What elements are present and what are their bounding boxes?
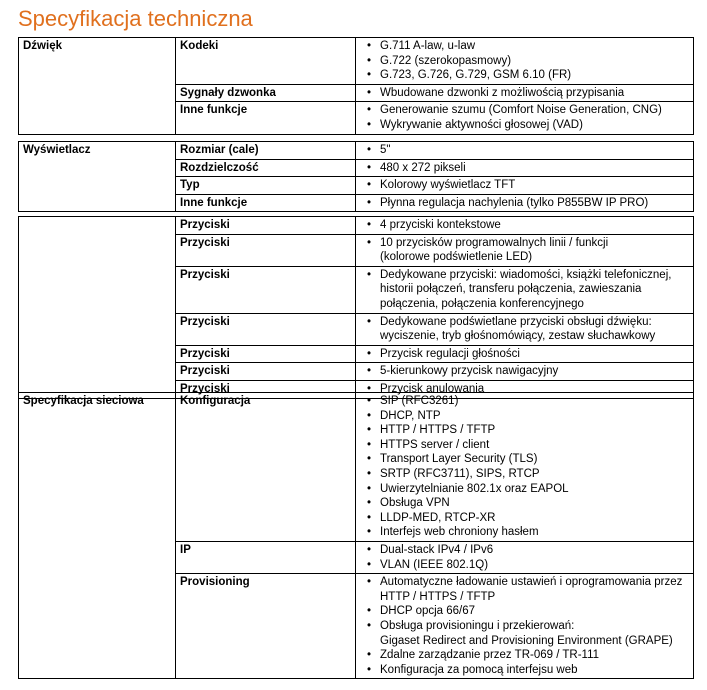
value-list xyxy=(360,218,689,233)
value-cell xyxy=(356,102,694,134)
value-item: • SRTP (RFC3711), SIPS, RTCP xyxy=(380,467,689,482)
value-item: • Wykrywanie aktywności głosowej (VAD) xyxy=(380,118,689,133)
value-list xyxy=(360,161,689,176)
feature-label: Kodeki xyxy=(176,38,356,85)
value-cell xyxy=(356,266,694,313)
spec-section-table xyxy=(18,216,694,399)
category-cell: Dźwięk xyxy=(19,38,176,135)
value-item: • 5-kierunkowy przycisk nawigacyjny xyxy=(380,364,689,379)
feature-label: Przyciski xyxy=(176,313,356,345)
value-cell xyxy=(356,345,694,363)
value-item: • Dedykowane przyciski: wiadomości, książki telefonicznej, historii połączeń, transferu połączenia, zawieszania połączenia, połączenia konferencyjnego xyxy=(380,268,689,312)
feature-label: Rozdzielczość xyxy=(176,159,356,177)
value-item: • Przycisk regulacji głośności xyxy=(380,347,689,362)
feature-label: Inne funkcje xyxy=(176,102,356,134)
value-item: • G.711 A-law, u-law xyxy=(380,39,689,54)
value-cell xyxy=(356,234,694,266)
value-cell xyxy=(356,393,694,542)
spec-row xyxy=(19,142,694,160)
value-list xyxy=(360,575,689,677)
value-cell xyxy=(356,38,694,85)
value-item: • HTTPS server / client xyxy=(380,438,689,453)
value-item: • DHCP, NTP xyxy=(380,409,689,424)
feature-label: Przyciski xyxy=(176,266,356,313)
value-item: • Przycisk anulowania xyxy=(380,382,689,397)
value-item: • Obsługa VPN xyxy=(380,496,689,511)
spec-section-table xyxy=(18,141,694,212)
value-item: • Zdalne zarządzanie przez TR-069 / TR-111 xyxy=(380,648,689,663)
feature-label: Provisioning xyxy=(176,574,356,679)
value-item: • Automatyczne ładowanie ustawień i oprogramowania przez HTTP / HTTPS / TFTP xyxy=(380,575,689,604)
feature-label: Przyciski xyxy=(176,363,356,381)
value-cell xyxy=(356,84,694,102)
feature-label: Sygnały dzwonka xyxy=(176,84,356,102)
feature-label: Konfiguracja xyxy=(176,393,356,542)
value-item: • HTTP / HTTPS / TFTP xyxy=(380,423,689,438)
value-item: • Wbudowane dzwonki z możliwością przypisania xyxy=(380,86,689,101)
category-cell: Specyfikacja sieciowa xyxy=(19,393,176,679)
feature-label: Przyciski xyxy=(176,234,356,266)
value-list xyxy=(360,315,689,344)
value-item: • Dedykowane podświetlane przyciski obsługi dźwięku: wyciszenie, tryb głośnomówiący, zestaw słuchawkowy xyxy=(380,315,689,344)
spec-row xyxy=(19,217,694,235)
value-cell xyxy=(356,574,694,679)
spec-section-table xyxy=(18,392,694,679)
page-title: Specyfikacja techniczna xyxy=(18,6,253,31)
spec-row xyxy=(19,38,694,85)
value-item: • Konfiguracja za pomocą interfejsu web xyxy=(380,663,689,678)
value-list xyxy=(360,196,689,211)
value-cell xyxy=(356,541,694,573)
value-list xyxy=(360,236,689,265)
feature-label: Przyciski xyxy=(176,345,356,363)
value-list xyxy=(360,364,689,379)
value-item: • VLAN (IEEE 802.1Q) xyxy=(380,558,689,573)
value-item: • 4 przyciski kontekstowe xyxy=(380,218,689,233)
value-item: • Dual-stack IPv4 / IPv6 xyxy=(380,543,689,558)
value-item: • G.723, G.726, G.729, GSM 6.10 (FR) xyxy=(380,68,689,83)
value-list xyxy=(360,268,689,312)
value-item: • Transport Layer Security (TLS) xyxy=(380,452,689,467)
feature-label: Typ xyxy=(176,177,356,195)
feature-label: Inne funkcje xyxy=(176,194,356,212)
value-item: • Uwierzytelnianie 802.1x oraz EAPOL xyxy=(380,482,689,497)
feature-label: Przyciski xyxy=(176,217,356,235)
value-cell xyxy=(356,194,694,212)
spec-section-table xyxy=(18,37,694,135)
value-item: • Interfejs web chroniony hasłem xyxy=(380,525,689,540)
value-list xyxy=(360,543,689,572)
value-item: • 10 przycisków programowalnych linii / funkcji (kolorowe podświetlenie LED) xyxy=(380,236,689,265)
value-cell xyxy=(356,363,694,381)
value-list xyxy=(360,103,689,132)
value-list xyxy=(360,86,689,101)
value-cell xyxy=(356,159,694,177)
value-item: • Generowanie szumu (Comfort Noise Generation, CNG) xyxy=(380,103,689,118)
value-item: • 480 x 272 pikseli xyxy=(380,161,689,176)
value-item: • Obsługa provisioningu i przekierowań: Gigaset Redirect and Provisioning Environment (GRAPE) xyxy=(380,619,689,648)
feature-label: Rozmiar (cale) xyxy=(176,142,356,160)
value-cell xyxy=(356,313,694,345)
feature-label: Przyciski xyxy=(176,380,356,398)
value-item: • SIP (RFC3261) xyxy=(380,394,689,409)
category-cell: Wyświetlacz xyxy=(19,142,176,212)
value-list xyxy=(360,178,689,193)
value-cell xyxy=(356,177,694,195)
value-list xyxy=(360,143,689,158)
value-item: • DHCP opcja 66/67 xyxy=(380,604,689,619)
value-list xyxy=(360,394,689,540)
value-list xyxy=(360,347,689,362)
value-item: • Płynna regulacja nachylenia (tylko P855BW IP PRO) xyxy=(380,196,689,211)
value-list xyxy=(360,39,689,83)
value-cell xyxy=(356,217,694,235)
value-item: • LLDP-MED, RTCP-XR xyxy=(380,511,689,526)
value-item: • 5" xyxy=(380,143,689,158)
value-item: • G.722 (szerokopasmowy) xyxy=(380,54,689,69)
value-cell xyxy=(356,142,694,160)
category-cell xyxy=(19,217,176,399)
feature-label: IP xyxy=(176,541,356,573)
spec-row xyxy=(19,393,694,542)
value-item: • Kolorowy wyświetlacz TFT xyxy=(380,178,689,193)
